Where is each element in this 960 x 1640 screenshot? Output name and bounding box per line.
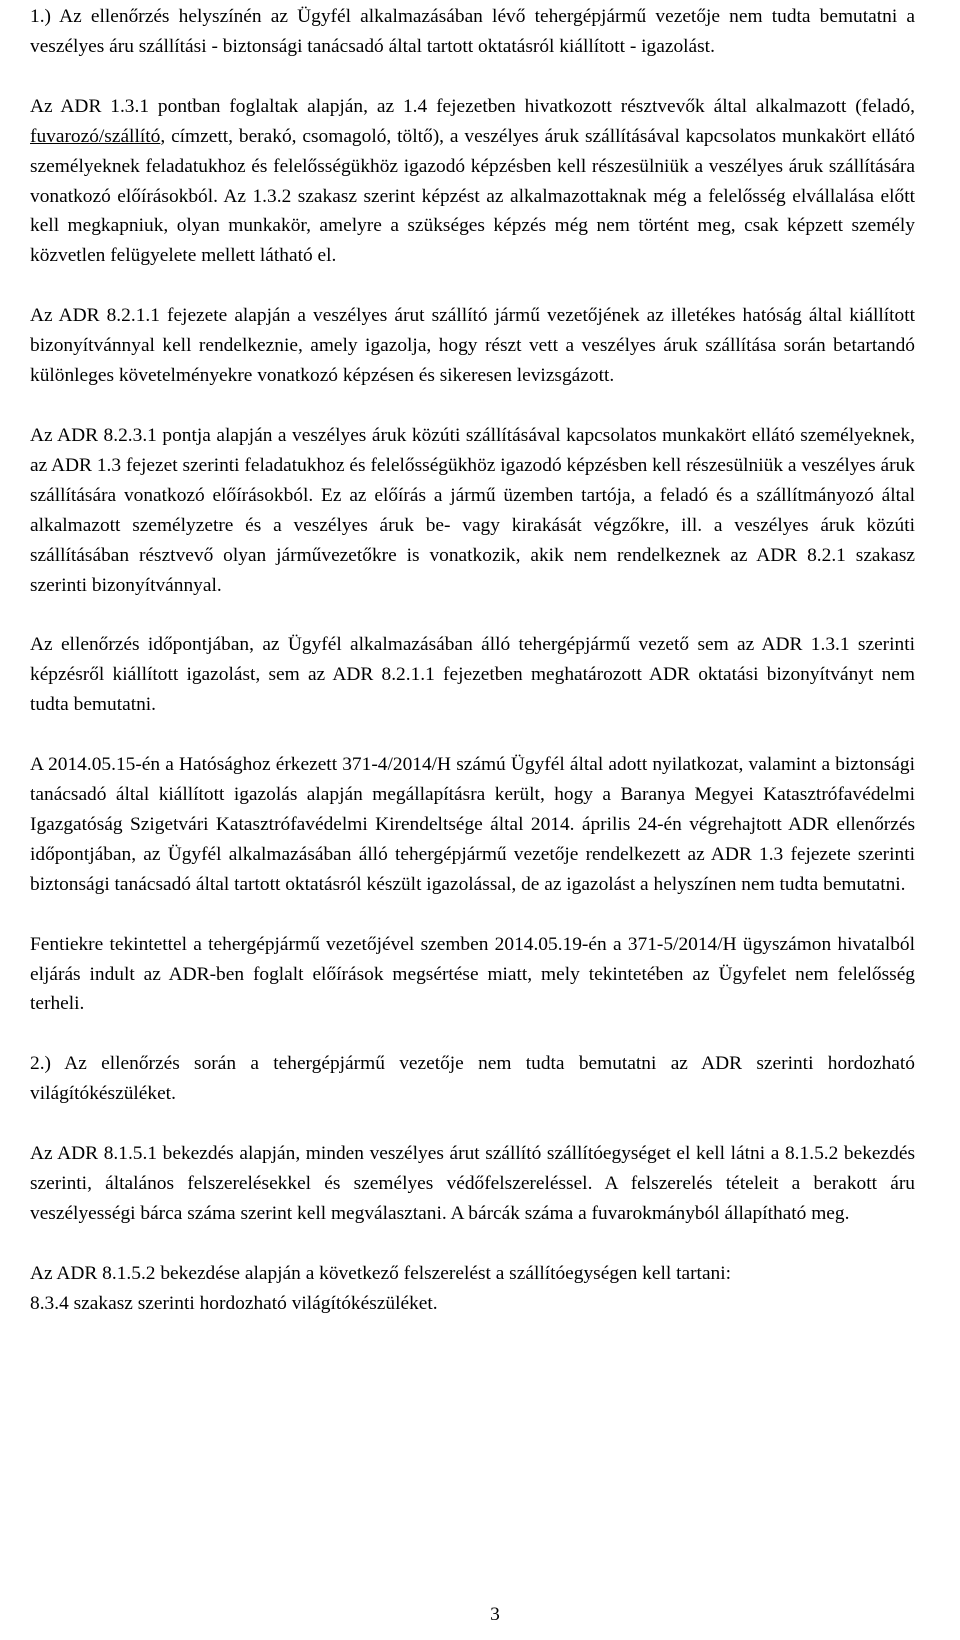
page-number: 3: [490, 1604, 500, 1625]
paragraph-7: Fentiekre tekintettel a tehergépjármű vezetőjével szemben 2014.05.19-én a 371-5/2014/H ügyszámon hivatalból eljárás indult az ADR-ben foglalt előírások megsértése miatt, mely tekintetében az Ügyfelet nem felelősség terheli.: [30, 933, 915, 1015]
paragraph-3: Az ADR 8.2.1.1 fejezete alapján a veszélyes árut szállító jármű vezetőjének az illetékes hatóság által kiállított bizonyítvánnyal kell rendelkeznie, amely igazolja, hogy részt vett a veszélyes áruk szállítása során betartandó különleges követelményekre vonatkozó képzésen és sikeresen levizsgázott.: [30, 305, 915, 387]
paragraph-6: A 2014.05.15-én a Hatósághoz érkezett 371-4/2014/H számú Ügyfél által adott nyilatkozat, valamint a biztonsági tanácsadó által kiállított igazolás alapján megállapításra került, hogy a Baranya Megyei Katasztrófavédelmi Igazgatóság Szigetvári Katasztrófavédelmi Kirendeltsége által 2014. április 24-én végrehajtott ADR ellenőrzés időpontjában, az Ügyfél alkalmazásában álló tehergépjármű vezetője rendelkezett az ADR 1.3 fejezete szerinti biztonsági tanácsadó által tartott oktatásról készült igazolással, de az igazolást a helyszínen nem tudta bemutatni.: [30, 754, 915, 895]
paragraph-2: [30, 92, 915, 271]
paragraph-10-line-1: Az ADR 8.1.5.2 bekezdése alapján a következő felszerelést a szállítóegységen kell tartani:: [30, 1262, 732, 1284]
paragraph-8: 2.) Az ellenőrzés során a tehergépjármű vezetője nem tudta bemutatni az ADR szerinti hordozható világítókészüléket.: [30, 1053, 915, 1105]
paragraph-4: Az ADR 8.2.3.1 pontja alapján a veszélyes áruk közúti szállításával kapcsolatos munkakört ellátó személyeknek, az ADR 1.3 fejezet szerinti feladatukhoz és felelősségükhöz igazodó képzésben kell részesülniük a veszélyes áruk szállítására vonatkozó előírásokból. Ez az előírás a jármű üzemben tartója, a feladó és a szállítmányozó által alkalmazott személyzetre és a veszélyes áruk be- vagy kirakását végzőkre, ill. a veszélyes áruk közúti szállításában résztvevő olyan járművezetőkre is vonatkozik, akik nem rendelkeznek az ADR 8.2.1 szakasz szerinti bizonyítvánnyal.: [30, 424, 915, 596]
paragraph-5: Az ellenőrzés időpontjában, az Ügyfél alkalmazásában álló tehergépjármű vezető sem az ADR 1.3.1 szerinti képzésről kiállított igazolást, sem az ADR 8.2.1.1 fejezetben meghatározott ADR oktatási bizonyítványt nem tudta bemutatni.: [30, 634, 915, 716]
paragraph-1: 1.) Az ellenőrzés helyszínén az Ügyfél alkalmazásában lévő tehergépjármű vezetője nem tudta bemutatni a veszélyes áru szállítási - biztonsági tanácsadó által tartott oktatásról kiállított - igazolást.: [30, 6, 915, 57]
paragraph-10-line-2: 8.3.4 szakasz szerinti hordozható világítókészüléket.: [30, 1292, 438, 1314]
paragraph-2-part-1: Az ADR 1.3.1 pontban foglaltak alapján, az 1.4 fejezetben hivatkozott résztvevők által alkalmazott (feladó,: [30, 95, 915, 117]
document-body: [30, 2, 915, 1349]
paragraph-10: [30, 1259, 915, 1319]
paragraph-2-part-2: , címzett, berakó, csomagoló, töltő), a veszélyes áruk szállításával kapcsolatos munkakört ellátó személyeknek feladatukhoz és felelősségükhöz igazodó képzésben kell részesülniük a veszélyes áruk szállítására vonatkozó előírásokból. Az 1.3.2 szakasz szerint képzést az alkalmazottaknak még a felelősség elvállalása előtt kell megkapniuk, olyan munkakör, amelyre a szükséges képzés még nem történt meg, csak képzett személy közvetlen felügyelete mellett látható el.: [30, 125, 915, 267]
paragraph-9: Az ADR 8.1.5.1 bekezdés alapján, minden veszélyes árut szállító szállítóegységet el kell látni a 8.1.5.2 bekezdés szerinti, általános felszerelésekkel és személyes védőfelszereléssel. A felszerelés tételeit a berakott áru veszélyességi bárca száma szerint kell megválasztani. A bárcák száma a fuvarokmányból állapítható meg.: [30, 1143, 915, 1224]
underlined-term: fuvarozó/szállító: [30, 125, 161, 147]
